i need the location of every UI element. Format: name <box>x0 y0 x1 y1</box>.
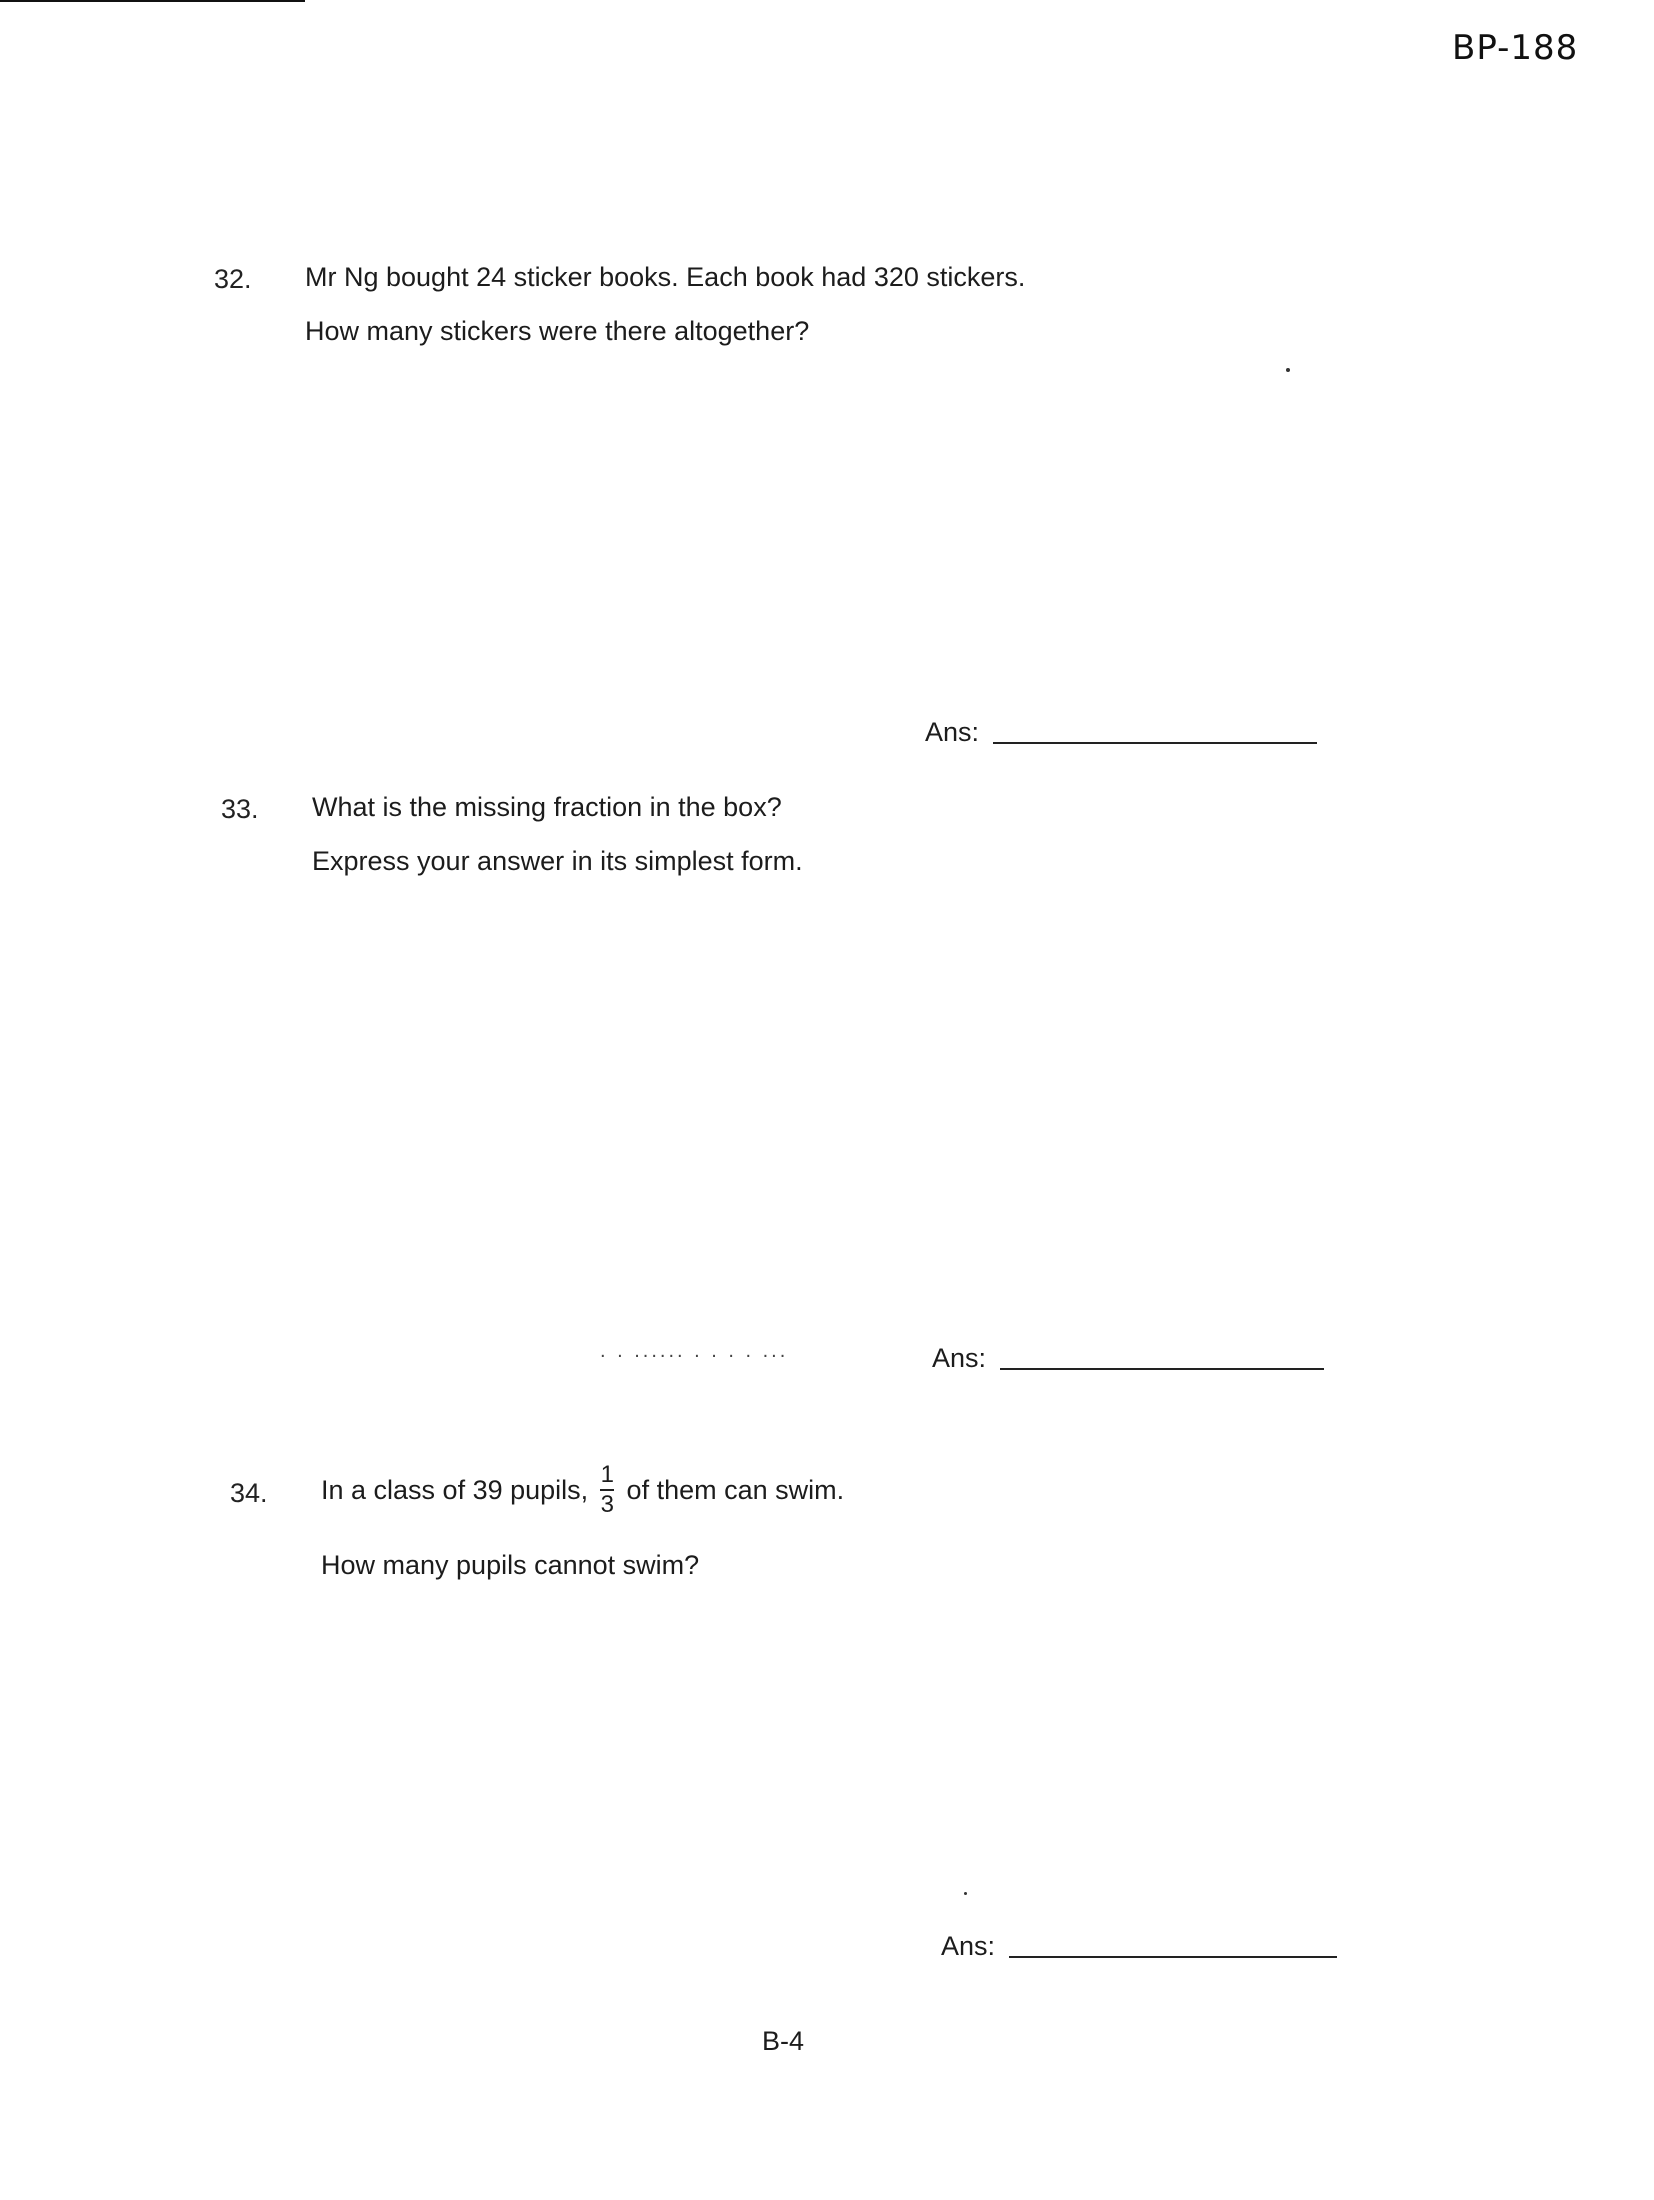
question-32-line-2: How many stickers were there altogether? <box>305 316 810 346</box>
top-rule <box>0 0 305 2</box>
question-32-answer <box>925 717 1317 748</box>
question-33-answer <box>932 1343 1324 1374</box>
question-34-answer-line[interactable] <box>1009 1956 1337 1958</box>
question-34-answer-label: Ans: <box>941 1931 996 1961</box>
question-34-line-1 <box>321 1450 844 1530</box>
question-33-number: 33. <box>221 794 259 824</box>
question-33-answer-line[interactable] <box>1000 1368 1324 1370</box>
question-33-line-2: Express your answer in its simplest form. <box>312 846 803 876</box>
question-34-number: 34. <box>230 1478 268 1508</box>
fraction-denominator: 3 <box>600 1490 615 1518</box>
question-34-text-after: of them can swim. <box>626 1475 845 1505</box>
question-32-text <box>305 250 1025 358</box>
page-footer-label: B-4 <box>762 2026 805 2056</box>
question-34-answer <box>941 1931 1337 1962</box>
scan-noise-dots: . . ...... . . . . ... <box>600 1340 789 1362</box>
question-34-text-before: In a class of 39 pupils, <box>321 1475 589 1505</box>
question-32-number: 32. <box>214 264 252 294</box>
question-33-line-1: What is the missing fraction in the box? <box>312 792 782 822</box>
question-34-line-2: How many pupils cannot swim? <box>321 1550 700 1580</box>
question-32-answer-line[interactable] <box>993 742 1317 744</box>
fraction-numerator: 1 <box>600 1460 615 1488</box>
page-code: BP-188 <box>1452 28 1579 68</box>
question-33-answer-label: Ans: <box>932 1343 987 1373</box>
fraction-one-third <box>599 1460 616 1518</box>
scan-speck <box>1286 368 1290 372</box>
question-33-text <box>312 780 803 888</box>
question-32-answer-label: Ans: <box>925 717 980 747</box>
question-32-line-1: Mr Ng bought 24 sticker books. Each book had 320 stickers. <box>305 262 1026 292</box>
scan-speck <box>964 1892 967 1895</box>
